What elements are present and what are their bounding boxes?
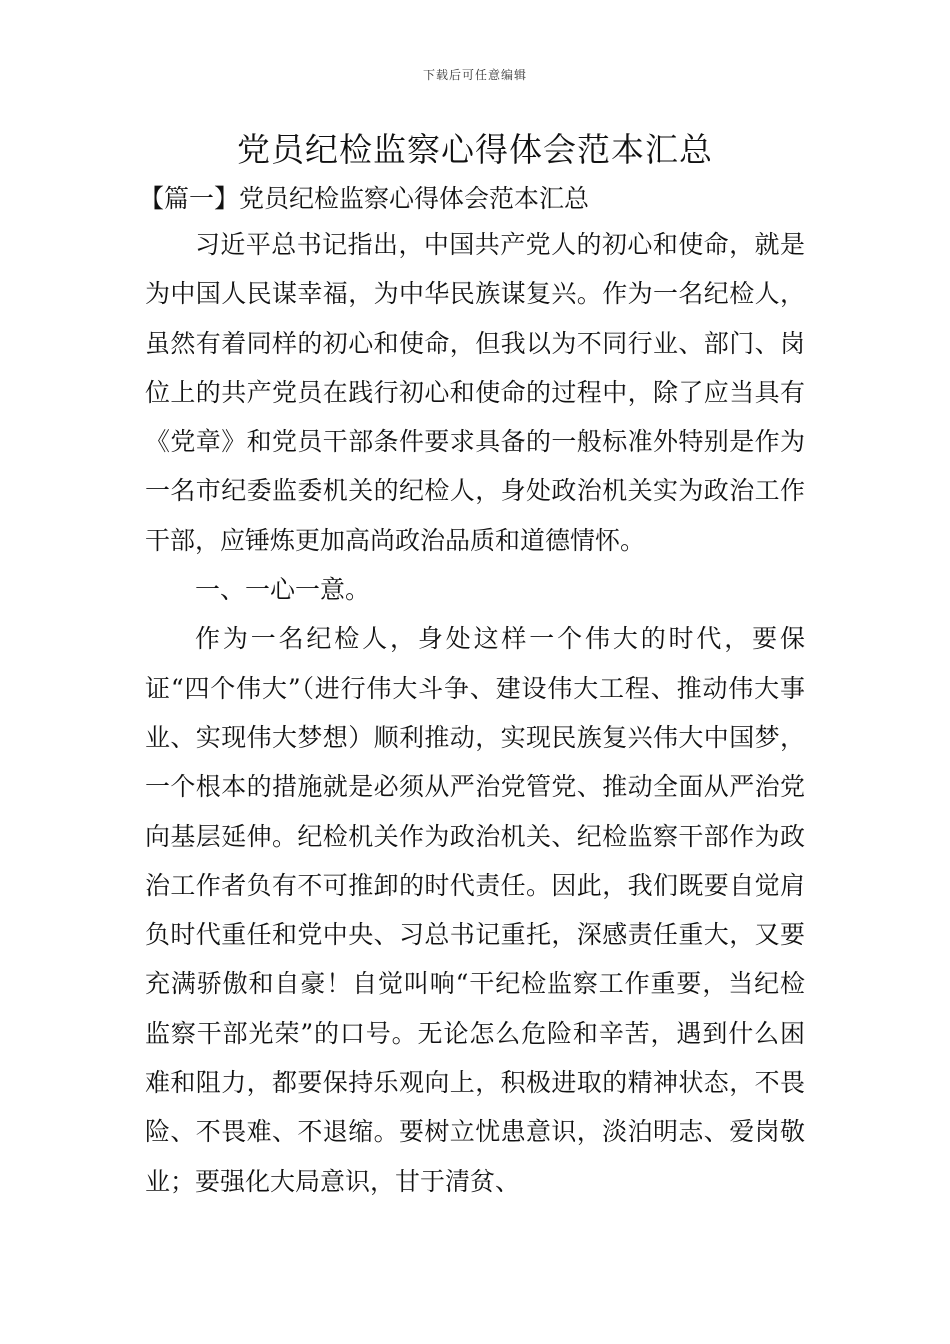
document-body (139, 178, 805, 1206)
document-title: 党员纪检监察心得体会范本汇总 (237, 130, 713, 169)
page-header-note: 下载后可任意编辑 (422, 68, 527, 82)
section-heading: 【篇一】党员纪检监察心得体会范本汇总 (139, 184, 590, 213)
body-paragraph-2: 作为一名纪检人，身处这样一个伟大的时代，要保证“四个伟大”（进行伟大斗争、建设伟大工程、推动伟大事业、实现伟大梦想）顺利推动，实现民族复兴伟大中国梦，一个根本的措施就是必须从严治党管党、推动全面从严治党向基层延伸。纪检机关作为政治机关、纪检监察干部作为政治工作者负有不可推卸的时代责任。因此，我们既要自觉肩负时代重任和党中央、习总书记重托，深感责任重大，又要充满骄傲和自豪！自觉叫响“干纪检监察工作重要，当纪检监察干部光荣”的口号。无论怎么危险和辛苦，遇到什么困难和阻力，都要保持乐观向上，积极进取的精神状态，不畏险、不畏难、不退缩。要树立忧患意识，淡泊明志、爱岗敬业；要强化大局意识，甘于清贫、 (145, 624, 805, 1196)
body-paragraph-1: 习近平总书记指出，中国共产党人的初心和使命，就是为中国人民谋幸福，为中华民族谋复兴。作为一名纪检人，虽然有着同样的初心和使命，但我以为不同行业、部门、岗位上的共产党员在践行初心和使命的过程中，除了应当具有《党章》和党员干部条件要求具备的一般标准外特别是作为一名市纪委监委机关的纪检人，身处政治机关实为政治工作干部，应锤炼更加高尚政治品质和道德情怀。 (145, 230, 805, 555)
subheading-1: 一、一心一意。 (195, 575, 371, 605)
